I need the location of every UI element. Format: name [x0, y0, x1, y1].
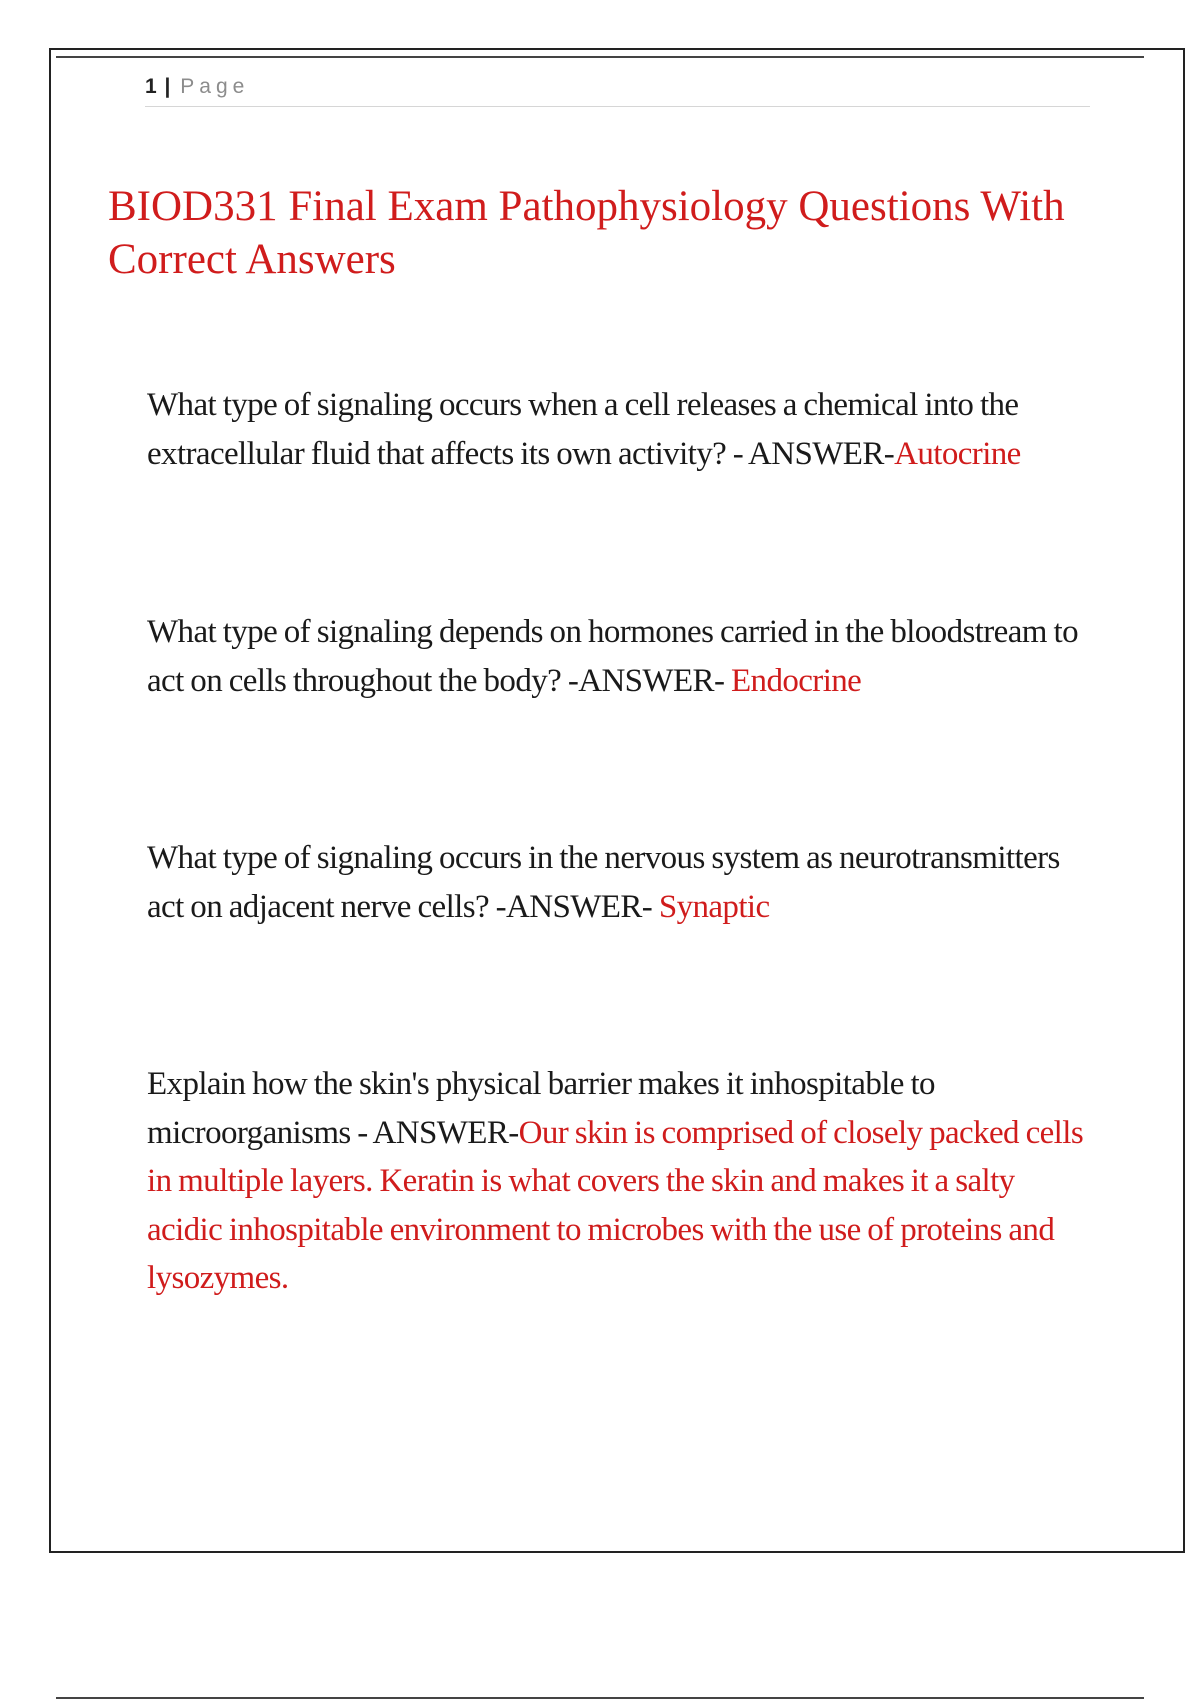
question-text: Explain how the skin's physical barrier makes it inhospitable to microorganisms - ANSWER-	[147, 1066, 935, 1151]
question-text: What type of signaling occurs in the nervous system as neurotransmitters act on adjacent nerve cells? -ANSWER-	[147, 840, 1060, 925]
document-title: BIOD331 Final Exam Pathophysiology Questions With Correct Answers	[108, 183, 1065, 283]
answer-text: Our skin is comprised of closely packed cells in multiple layers. Keratin is what covers the skin and makes it a salty acidic inhospitable environment to microbes with the use of proteins and lysozymes.	[147, 1114, 1084, 1296]
page-header	[145, 72, 1090, 107]
answer-text: Synaptic	[658, 888, 770, 925]
answer-text: Autocrine	[894, 435, 1021, 472]
answer-text: Endocrine	[731, 662, 862, 699]
page-number: 1	[145, 75, 157, 98]
top-rule	[56, 56, 1144, 58]
page-separator: |	[164, 75, 171, 98]
bottom-rule	[56, 1697, 1144, 1699]
question-text: What type of signaling depends on hormones carried in the bloodstream to act on cells throughout the body? -ANSWER-	[147, 614, 1078, 699]
qa-item-3	[147, 834, 1087, 931]
qa-item-4	[147, 1060, 1087, 1303]
qa-item-2	[147, 608, 1087, 705]
qa-item-1	[147, 381, 1087, 478]
question-text: What type of signaling occurs when a cell releases a chemical into the extracellular fluid that affects its own activity? - ANSWER-	[147, 387, 1019, 472]
page-label: Page	[180, 75, 250, 98]
